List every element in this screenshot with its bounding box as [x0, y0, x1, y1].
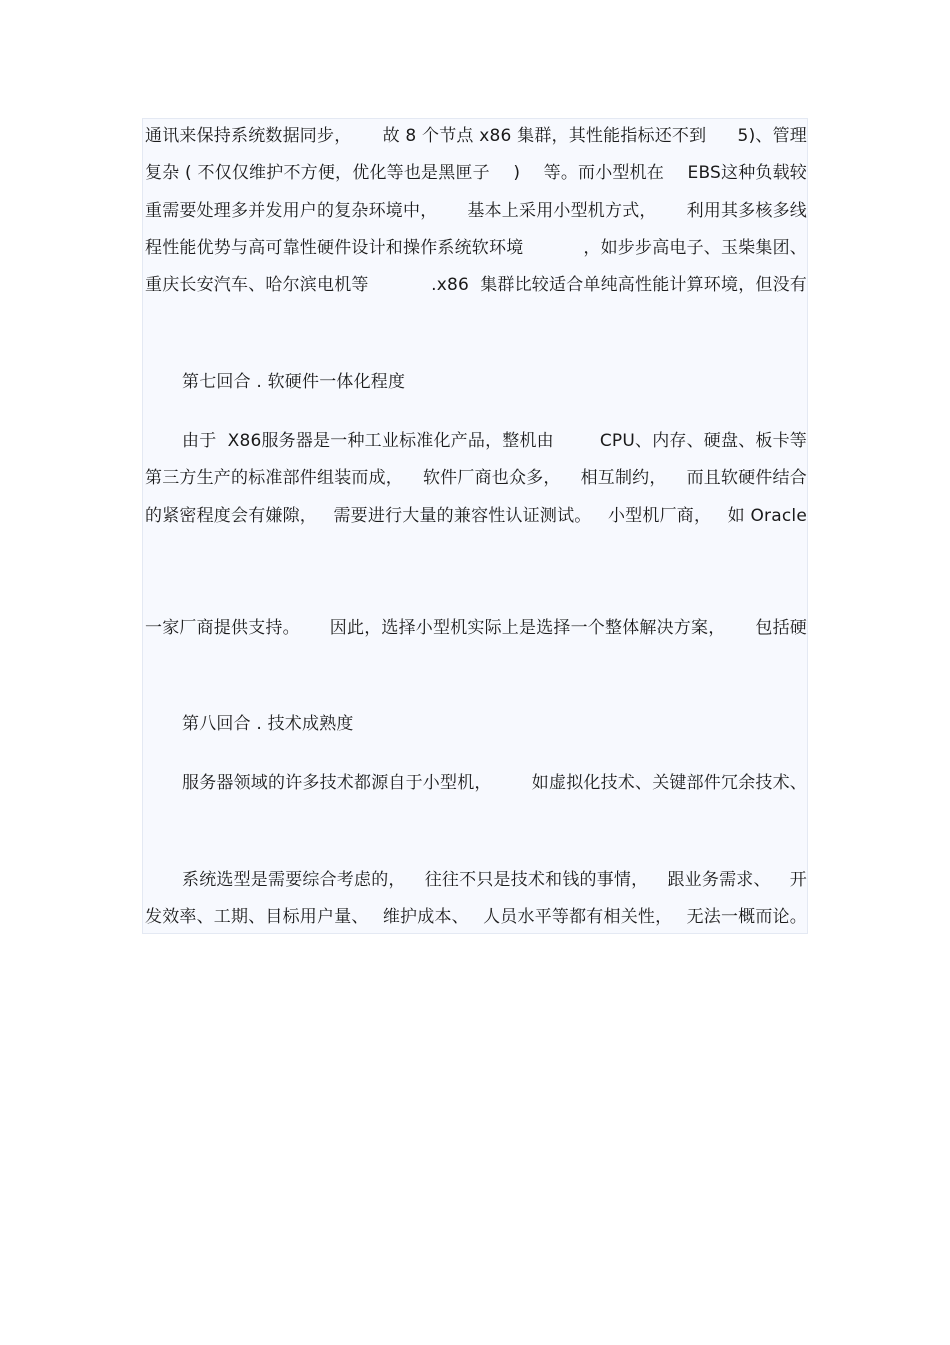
text-segment: 一家厂商提供支持。 [145, 618, 300, 638]
text-segment: 软件厂商也众多， [422, 468, 561, 488]
paragraph-1-line-5 [145, 270, 807, 300]
paragraph-2-line-3 [145, 501, 807, 531]
paragraph-1-line-1 [145, 121, 807, 151]
text-segment: 无法一概而论。 [686, 907, 807, 927]
text-segment: 由于 X86服务器是一种工业标准化产品，整机由 [182, 431, 554, 451]
text-segment: 需要进行大量的兼容性认证测试。 [333, 506, 592, 526]
text-segment: 如 Oracle [727, 506, 807, 526]
text-segment: 相互制约， [580, 468, 667, 488]
text-segment: 故 8 个节点 x86 集群，其性能指标还不到 [382, 126, 707, 146]
text-segment: 服务器领域的许多技术都源自于小型机， [182, 773, 492, 793]
paragraph-4-line-2 [145, 902, 807, 932]
text-segment: 复杂 ( 不仅仅维护不方便，优化等也是黑匣子 [145, 163, 490, 183]
paragraph-2-line-1 [182, 426, 807, 456]
text-segment: EBS这种负载较 [687, 163, 807, 183]
text-segment: ) [513, 163, 521, 183]
text-segment: 跟业务需求、 [667, 870, 771, 890]
text-segment: 往往不只是技术和钱的事情， [424, 870, 649, 890]
text-segment: 包括硬 [755, 618, 807, 638]
text-segment: 等。而小型机在 [543, 163, 665, 183]
paragraph-3-line-1 [182, 768, 807, 798]
paragraph-2-line-5 [145, 575, 807, 605]
text-segment: 维护成本、 [382, 907, 469, 927]
paragraph-3-line-2 [145, 806, 807, 836]
text-segment: .x86 集群比较适合单纯高性能计算环境，但没有 [431, 275, 807, 295]
text-segment: 而且软硬件结合 [686, 468, 807, 488]
text-segment: 的紧密程度会有嫌隙， [145, 506, 317, 526]
text-segment: 人员水平等都有相关性， [483, 907, 673, 927]
text-segment: 如虚拟化技术、关键部件冗余技术、 [531, 773, 807, 793]
paragraph-1-line-3 [145, 196, 807, 226]
text-segment: 第三方生产的标准部件组装而成， [145, 468, 403, 488]
text-segment: ，如步步高电子、玉柴集团、 [583, 238, 807, 258]
section-heading-8: 第八回合 . 技术成熟度 [182, 714, 354, 734]
text-segment: 开 [789, 870, 807, 890]
text-segment: 发效率、工期、目标用户量、 [145, 907, 369, 927]
paragraph-1-line-2 [145, 158, 807, 188]
text-segment: 重需要处理多并发用户的复杂环境中， [145, 201, 438, 221]
paragraph-2-line-6 [145, 613, 807, 643]
paragraph-1-line-4 [145, 233, 807, 263]
text-segment: CPU、内存、硬盘、板卡等 [599, 431, 807, 451]
paragraph-2-line-2 [145, 463, 807, 493]
section-heading-7: 第七回合 . 软硬件一体化程度 [182, 372, 406, 392]
text-segment: 小型机厂商， [607, 506, 712, 526]
paragraph-4-line-1 [182, 865, 807, 895]
text-segment: 因此，选择小型机实际上是选择一个整体解决方案， [329, 618, 726, 638]
text-segment: 重庆长安汽车、哈尔滨电机等 [145, 275, 369, 295]
text-segment: 通讯来保持系统数据同步， [145, 126, 352, 146]
text-segment: 基本上采用小型机方式， [467, 201, 657, 221]
paragraph-2-line-7 [145, 650, 807, 680]
text-segment: 5)、管理 [737, 126, 807, 146]
paragraph-2-line-4 [145, 538, 807, 568]
text-segment: 利用其多核多线 [686, 201, 807, 221]
text-segment: 系统选型是需要综合考虑的， [182, 870, 406, 890]
paragraph-1-line-6 [145, 308, 807, 338]
text-segment: 程性能优势与高可靠性硬件设计和操作系统软环境 [145, 238, 524, 258]
